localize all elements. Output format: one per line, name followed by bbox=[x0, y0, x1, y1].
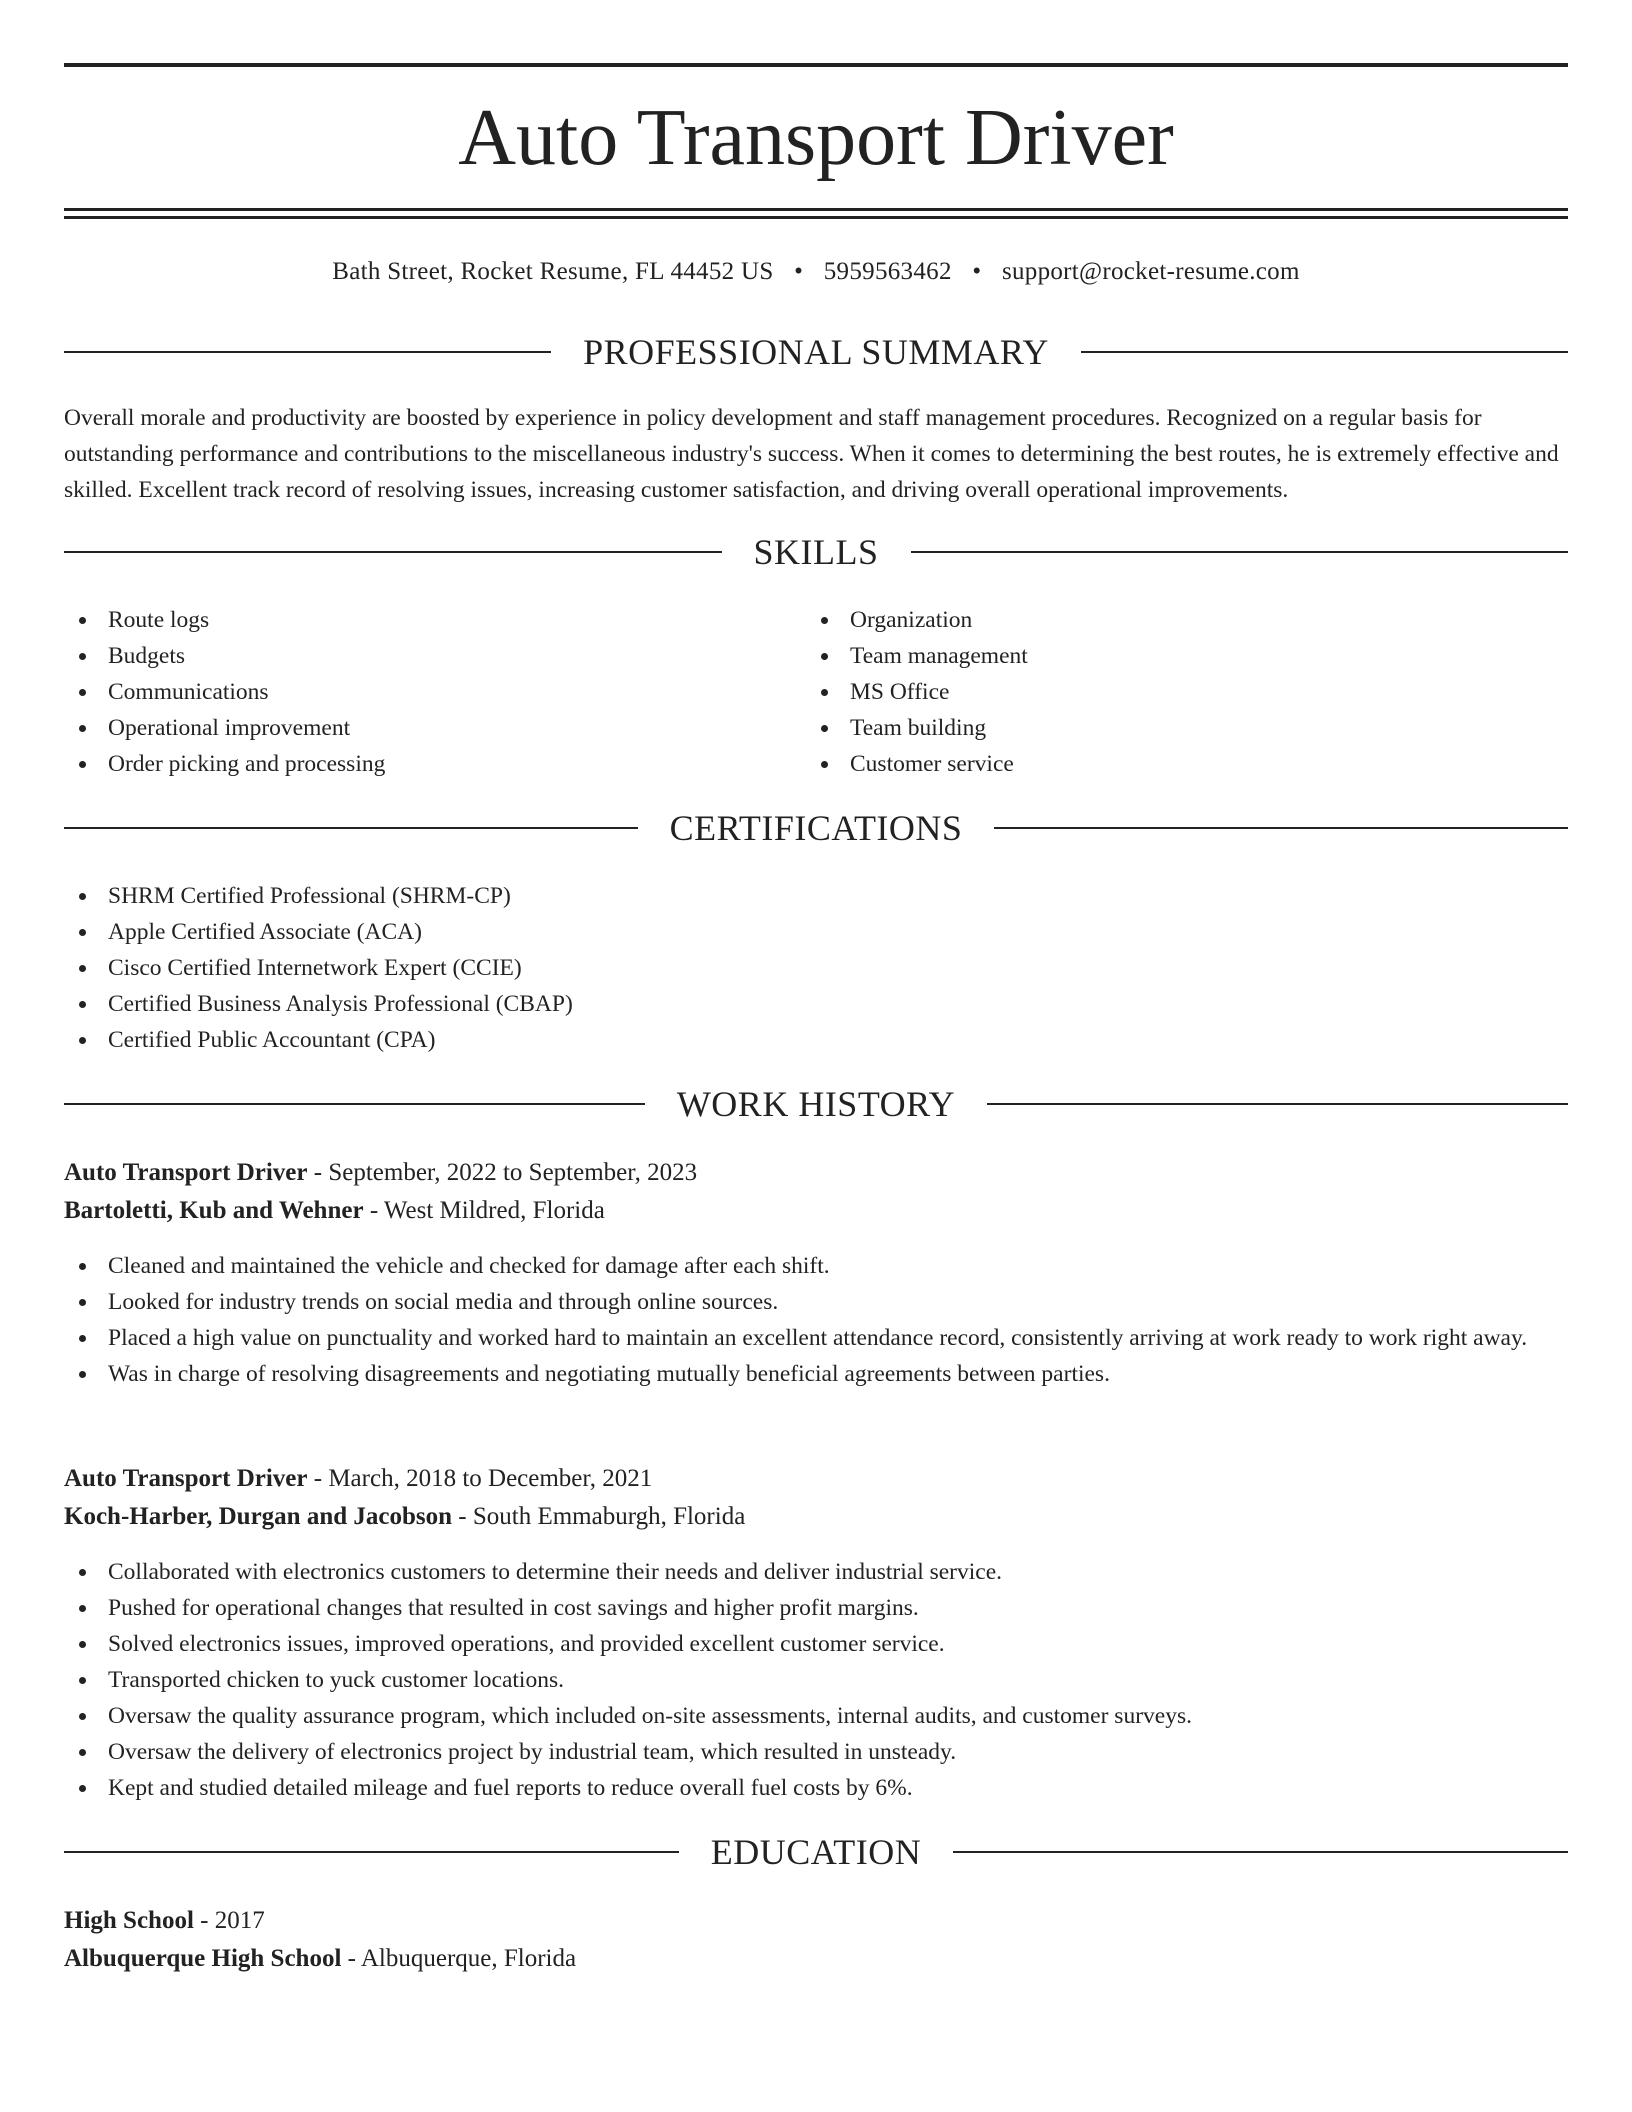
skill-item: Route logs bbox=[64, 602, 804, 638]
certifications-list bbox=[64, 878, 1568, 1058]
contact-separator: • bbox=[794, 258, 804, 285]
job-title: Auto Transport Driver bbox=[64, 1465, 308, 1492]
job-location: - South Emmaburgh, Florida bbox=[452, 1503, 746, 1530]
education-school-line bbox=[64, 1940, 1568, 1978]
summary-heading-label: PROFESSIONAL SUMMARY bbox=[583, 332, 1049, 372]
heading-rule bbox=[64, 1103, 645, 1105]
skill-item: Team management bbox=[806, 638, 1546, 674]
skill-item: Communications bbox=[64, 674, 804, 710]
job-title-line bbox=[64, 1460, 1568, 1498]
contact-email: support@rocket-resume.com bbox=[1001, 258, 1300, 285]
skills-heading bbox=[64, 530, 1568, 574]
skills-list-left bbox=[64, 602, 804, 782]
skill-item: Customer service bbox=[806, 746, 1546, 782]
heading-rule bbox=[64, 827, 638, 829]
heading-rule bbox=[994, 827, 1568, 829]
education-heading-label: EDUCATION bbox=[710, 1832, 922, 1872]
work-heading bbox=[64, 1082, 1568, 1126]
contact-line bbox=[64, 256, 1568, 288]
job-title: Auto Transport Driver bbox=[64, 1159, 308, 1186]
certification-item: SHRM Certified Professional (SHRM-CP) bbox=[64, 878, 1568, 914]
skill-item: Team building bbox=[806, 710, 1546, 746]
heading-rule bbox=[911, 551, 1569, 553]
education-location: - Albuquerque, Florida bbox=[341, 1945, 577, 1972]
summary-text: Overall morale and productivity are boosted by experience in policy development and staff management procedures. Recognized on a regular basis for outstanding performance and contributions to the miscellaneous industry's success. When it comes to determining the best routes, he is extremely effective and skilled. Excellent track record of resolving issues, increasing customer satisfaction, and driving overall operational improvements. bbox=[64, 405, 1559, 503]
certification-item: Cisco Certified Internetwork Expert (CCIE) bbox=[64, 950, 1568, 986]
job-bullets bbox=[64, 1248, 1568, 1392]
resume-title: Auto Transport Driver bbox=[458, 94, 1174, 182]
education-year: - 2017 bbox=[193, 1907, 265, 1934]
education-degree-line bbox=[64, 1902, 1568, 1940]
job-location: - West Mildred, Florida bbox=[363, 1197, 605, 1224]
skill-item: Order picking and processing bbox=[64, 746, 804, 782]
heading-rule bbox=[987, 1103, 1568, 1105]
job-bullet: Transported chicken to yuck customer locations. bbox=[64, 1662, 1568, 1698]
skill-item: MS Office bbox=[806, 674, 1546, 710]
skill-item: Organization bbox=[806, 602, 1546, 638]
job-bullet: Collaborated with electronics customers to determine their needs and deliver industrial service. bbox=[64, 1554, 1568, 1590]
job-company: Koch-Harber, Durgan and Jacobson bbox=[64, 1503, 453, 1530]
job-bullet: Solved electronics issues, improved operations, and provided excellent customer service. bbox=[64, 1626, 1568, 1662]
job-company-line bbox=[64, 1498, 1568, 1536]
job-bullet: Was in charge of resolving disagreements and negotiating mutually beneficial agreements between parties. bbox=[64, 1356, 1568, 1392]
certifications-heading-label: CERTIFICATIONS bbox=[669, 808, 963, 848]
job-bullet: Placed a high value on punctuality and worked hard to maintain an excellent attendance record, consistently arriving at work ready to work right away. bbox=[64, 1320, 1568, 1356]
job-bullet: Kept and studied detailed mileage and fuel reports to reduce overall fuel costs by 6%. bbox=[64, 1770, 1568, 1806]
heading-rule bbox=[1081, 351, 1568, 353]
title-rule-upper bbox=[64, 208, 1568, 211]
heading-rule bbox=[64, 1851, 679, 1853]
skill-item: Operational improvement bbox=[64, 710, 804, 746]
title-rule-lower bbox=[64, 216, 1568, 219]
heading-rule bbox=[64, 551, 722, 553]
contact-address: Bath Street, Rocket Resume, FL 44452 US bbox=[332, 258, 774, 285]
certification-item: Certified Business Analysis Professional (CBAP) bbox=[64, 986, 1568, 1022]
job-bullets bbox=[64, 1554, 1568, 1806]
job-bullet: Pushed for operational changes that resulted in cost savings and higher profit margins. bbox=[64, 1590, 1568, 1626]
skills-list-right bbox=[806, 602, 1546, 782]
heading-rule bbox=[64, 351, 551, 353]
job-dates: - September, 2022 to September, 2023 bbox=[307, 1159, 698, 1186]
skill-item: Budgets bbox=[64, 638, 804, 674]
job-company: Bartoletti, Kub and Wehner bbox=[64, 1197, 364, 1224]
summary-heading bbox=[64, 330, 1568, 374]
skills-heading-label: SKILLS bbox=[753, 532, 879, 572]
education-heading bbox=[64, 1830, 1568, 1874]
certification-item: Certified Public Accountant (CPA) bbox=[64, 1022, 1568, 1058]
heading-rule bbox=[953, 1851, 1568, 1853]
education-degree: High School bbox=[64, 1907, 194, 1934]
work-heading-label: WORK HISTORY bbox=[676, 1084, 956, 1124]
job-bullet: Oversaw the delivery of electronics project by industrial team, which resulted in unsteady. bbox=[64, 1734, 1568, 1770]
job-bullet: Oversaw the quality assurance program, which included on-site assessments, internal audits, and customer surveys. bbox=[64, 1698, 1568, 1734]
job-title-line bbox=[64, 1154, 1568, 1192]
top-rule bbox=[64, 63, 1568, 67]
contact-separator: • bbox=[972, 258, 982, 285]
job-company-line bbox=[64, 1192, 1568, 1230]
education-school: Albuquerque High School bbox=[64, 1945, 342, 1972]
certification-item: Apple Certified Associate (ACA) bbox=[64, 914, 1568, 950]
certifications-heading bbox=[64, 806, 1568, 850]
job-bullet: Cleaned and maintained the vehicle and checked for damage after each shift. bbox=[64, 1248, 1568, 1284]
job-bullet: Looked for industry trends on social media and through online sources. bbox=[64, 1284, 1568, 1320]
contact-phone: 5959563462 bbox=[823, 258, 952, 285]
job-dates: - March, 2018 to December, 2021 bbox=[307, 1465, 653, 1492]
